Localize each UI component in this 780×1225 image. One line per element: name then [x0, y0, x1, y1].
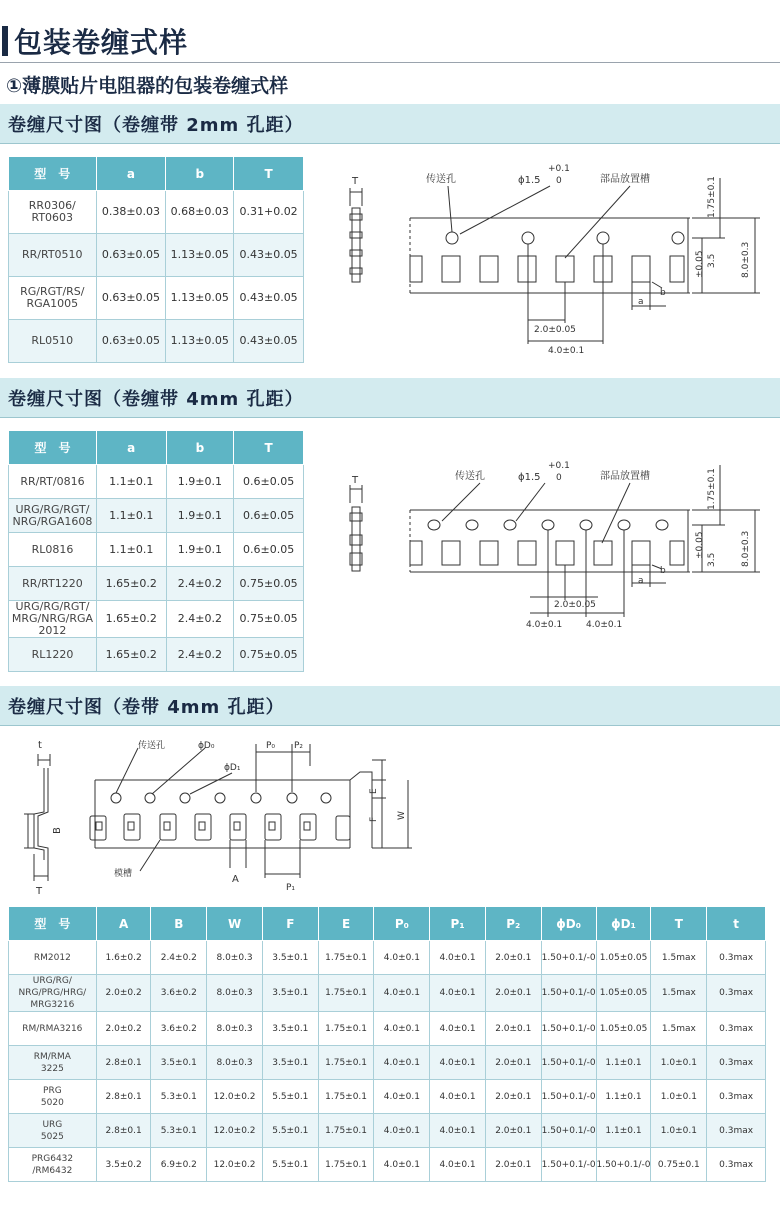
table-header-cell: T [234, 157, 304, 191]
value-cell: 0.75±0.1 [651, 1148, 707, 1182]
table-header-cell: 型 号 [9, 907, 97, 941]
value-cell: 0.43±0.05 [234, 277, 304, 320]
title-bar-accent [2, 26, 8, 56]
value-cell: 3.5±0.1 [262, 941, 318, 975]
value-cell: 12.0±0.2 [207, 1114, 263, 1148]
value-cell: 4.0±0.1 [374, 1012, 430, 1046]
d1-slot-label: 部品放置槽 [600, 174, 650, 185]
table-header-cell: B [151, 907, 207, 941]
value-cell: 0.43±0.05 [234, 234, 304, 277]
d2-dim-175: 1.75±0.1 [707, 468, 717, 510]
value-cell: 4.0±0.1 [374, 1046, 430, 1080]
value-cell: 0.6±0.05 [234, 533, 304, 567]
value-cell: 1.1±0.1 [596, 1046, 651, 1080]
value-cell: 3.6±0.2 [151, 1012, 207, 1046]
model-cell: RR/RT1220 [9, 567, 97, 601]
table-row [9, 1148, 766, 1182]
d1-pitch-4: 4.0±0.1 [548, 346, 585, 356]
page-title [0, 22, 188, 60]
table-row [9, 1080, 766, 1114]
table-row [9, 601, 304, 638]
value-cell: 12.0±0.2 [207, 1148, 263, 1182]
diagram-4mm-pitch [330, 455, 780, 635]
d3-F-label: F [369, 816, 379, 822]
table-header-cell: P₁ [430, 907, 486, 941]
value-cell: 0.75±0.05 [234, 638, 304, 672]
diagram-2mm-pitch [330, 158, 780, 368]
value-cell: 2.4±0.2 [166, 601, 234, 638]
value-cell: 1.05±0.05 [596, 1012, 651, 1046]
value-cell: 4.0±0.1 [430, 975, 486, 1012]
value-cell: 1.13±0.05 [166, 277, 234, 320]
value-cell: 1.5max [651, 1012, 707, 1046]
value-cell: 0.68±0.03 [166, 191, 234, 234]
value-cell: 1.0±0.1 [651, 1080, 707, 1114]
value-cell: 2.0±0.1 [485, 1046, 541, 1080]
value-cell: 1.75±0.1 [318, 1148, 374, 1182]
d1-pitch-2: 2.0±0.05 [534, 325, 576, 335]
value-cell: 1.9±0.1 [166, 533, 234, 567]
value-cell: 1.65±0.2 [96, 638, 166, 672]
d3-hole-label: 传送孔 [138, 741, 166, 751]
d3-P2-label: P₂ [294, 741, 304, 751]
d3-D1-label: ϕD₁ [224, 763, 241, 773]
value-cell: 1.5max [651, 975, 707, 1012]
table-header-cell: a [96, 431, 166, 465]
table-header-cell: A [96, 907, 151, 941]
d1-dim-175: 1.75±0.1 [707, 176, 717, 218]
table-header-cell: P₂ [485, 907, 541, 941]
table-row [9, 1114, 766, 1148]
d2-slot-label: 部品放置槽 [600, 471, 650, 482]
value-cell: 0.6±0.05 [234, 499, 304, 533]
table-4mm-pitch [8, 430, 304, 672]
d1-hole-label: 传送孔 [426, 174, 456, 185]
value-cell: 3.5±0.2 [96, 1148, 151, 1182]
model-cell: RR/RT/0816 [9, 465, 97, 499]
value-cell: 1.1±0.1 [596, 1114, 651, 1148]
value-cell: 1.9±0.1 [166, 499, 234, 533]
value-cell: 5.3±0.1 [151, 1114, 207, 1148]
value-cell: 1.65±0.2 [96, 567, 166, 601]
value-cell: 0.3max [707, 941, 766, 975]
value-cell: 1.50+0.1/-0 [541, 1012, 596, 1046]
value-cell: 1.0±0.1 [651, 1114, 707, 1148]
value-cell: 1.13±0.05 [166, 234, 234, 277]
value-cell: 2.0±0.2 [96, 1012, 151, 1046]
value-cell: 0.75±0.05 [234, 567, 304, 601]
d3-D0-label: ϕD₀ [198, 741, 215, 751]
d2-phi-label: ϕ1.5 [518, 472, 541, 483]
d2-dim-35a: ±0.05 [695, 531, 705, 559]
table-row [9, 191, 304, 234]
table-row [9, 941, 766, 975]
value-cell: 1.75±0.1 [318, 975, 374, 1012]
table-header-cell: ϕD₀ [541, 907, 596, 941]
d2-pitch-4b: 4.0±0.1 [586, 620, 623, 630]
value-cell: 1.50+0.1/-0 [541, 941, 596, 975]
value-cell: 2.0±0.2 [96, 975, 151, 1012]
value-cell: 1.05±0.05 [596, 975, 651, 1012]
table-header-cell: W [207, 907, 263, 941]
d1-tol-plus: +0.1 [548, 164, 570, 174]
value-cell: 3.6±0.2 [151, 975, 207, 1012]
d3-slot-label: 模槽 [114, 869, 133, 879]
value-cell: 0.63±0.05 [96, 320, 166, 363]
value-cell: 5.5±0.1 [262, 1080, 318, 1114]
value-cell: 8.0±0.3 [207, 1046, 263, 1080]
d2-b-label: b [660, 566, 666, 576]
value-cell: 4.0±0.1 [374, 941, 430, 975]
table-row [9, 533, 304, 567]
table-header-cell: T [234, 431, 304, 465]
model-cell: RR0306/ RT0603 [9, 191, 97, 234]
value-cell: 0.3max [707, 975, 766, 1012]
model-cell: PRG 5020 [9, 1080, 97, 1114]
d2-tol-plus: +0.1 [548, 461, 570, 471]
value-cell: 1.50+0.1/-0 [541, 1148, 596, 1182]
value-cell: 1.75±0.1 [318, 1080, 374, 1114]
value-cell: 1.65±0.2 [96, 601, 166, 638]
d2-dim-80: 8.0±0.3 [741, 530, 751, 567]
d2-tol-zero: 0 [556, 473, 562, 483]
value-cell: 1.75±0.1 [318, 1114, 374, 1148]
table-header-cell: a [96, 157, 166, 191]
table-header-cell: 型 号 [9, 157, 97, 191]
diagram-emboss-tape [0, 736, 430, 896]
value-cell: 0.75±0.05 [234, 601, 304, 638]
d2-a-label: a [638, 576, 644, 586]
value-cell: 6.9±0.2 [151, 1148, 207, 1182]
subtitle: ①薄膜贴片电阻器的包装卷缠式样 [6, 75, 289, 97]
model-cell: URG/RG/RGT/ NRG/RGA1608 [9, 499, 97, 533]
table-row [9, 465, 304, 499]
d1-phi-label: ϕ1.5 [518, 175, 541, 186]
model-cell: RG/RGT/RS/ RGA1005 [9, 277, 97, 320]
value-cell: 0.38±0.03 [96, 191, 166, 234]
d2-pitch-4a: 4.0±0.1 [526, 620, 563, 630]
value-cell: 0.3max [707, 1012, 766, 1046]
page-title-text: 包装卷缠式样 [14, 26, 189, 59]
d3-P1-label: P₁ [286, 883, 296, 893]
table-header-cell: b [166, 431, 234, 465]
table-row [9, 638, 304, 672]
value-cell: 2.4±0.2 [166, 567, 234, 601]
table-header-cell: b [166, 157, 234, 191]
d2-dim-35b: 3.5 [707, 552, 717, 567]
value-cell: 4.0±0.1 [430, 1114, 486, 1148]
value-cell: 0.3max [707, 1080, 766, 1114]
value-cell: 1.75±0.1 [318, 941, 374, 975]
table-row [9, 234, 304, 277]
value-cell: 4.0±0.1 [374, 1080, 430, 1114]
value-cell: 1.6±0.2 [96, 941, 151, 975]
value-cell: 1.50+0.1/-0 [541, 1046, 596, 1080]
table-2mm-pitch [8, 156, 304, 363]
value-cell: 0.3max [707, 1114, 766, 1148]
value-cell: 2.0±0.1 [485, 1012, 541, 1046]
value-cell: 2.4±0.2 [151, 941, 207, 975]
d3-T-label: T [36, 886, 43, 896]
value-cell: 1.50+0.1/-0 [541, 1080, 596, 1114]
model-cell: RM2012 [9, 941, 97, 975]
d3-t-label: t [38, 740, 42, 751]
value-cell: 5.5±0.1 [262, 1148, 318, 1182]
value-cell: 1.1±0.1 [96, 465, 166, 499]
value-cell: 0.43±0.05 [234, 320, 304, 363]
d3-W-label: W [397, 811, 407, 820]
value-cell: 2.0±0.1 [485, 1148, 541, 1182]
d3-B-label: B [52, 827, 63, 834]
value-cell: 0.6±0.05 [234, 465, 304, 499]
model-cell: RM/RMA 3225 [9, 1046, 97, 1080]
model-cell: PRG6432 /RM6432 [9, 1148, 97, 1182]
value-cell: 1.9±0.1 [166, 465, 234, 499]
value-cell: 1.50+0.1/-0 [541, 975, 596, 1012]
model-cell: RL1220 [9, 638, 97, 672]
value-cell: 0.63±0.05 [96, 234, 166, 277]
value-cell: 5.5±0.1 [262, 1114, 318, 1148]
value-cell: 2.8±0.1 [96, 1114, 151, 1148]
value-cell: 0.3max [707, 1148, 766, 1182]
value-cell: 8.0±0.3 [207, 975, 263, 1012]
value-cell: 0.31+0.02 [234, 191, 304, 234]
model-cell: RR/RT0510 [9, 234, 97, 277]
d2-T-label: T [352, 475, 359, 486]
value-cell: 2.4±0.2 [166, 638, 234, 672]
value-cell: 12.0±0.2 [207, 1080, 263, 1114]
model-cell: URG/RG/RGT/ MRG/NRG/RGA 2012 [9, 601, 97, 638]
value-cell: 2.0±0.1 [485, 975, 541, 1012]
section-header-2mm: 卷缠尺寸图（卷缠带 2mm 孔距） [0, 104, 780, 144]
table-row [9, 567, 304, 601]
value-cell: 3.5±0.1 [262, 1012, 318, 1046]
d1-tol-zero: 0 [556, 176, 562, 186]
d2-hole-label: 传送孔 [455, 471, 485, 482]
value-cell: 1.1±0.1 [596, 1080, 651, 1114]
value-cell: 0.3max [707, 1046, 766, 1080]
value-cell: 2.8±0.1 [96, 1080, 151, 1114]
d1-a-label: a [638, 297, 644, 307]
value-cell: 4.0±0.1 [374, 975, 430, 1012]
value-cell: 0.63±0.05 [96, 277, 166, 320]
model-cell: URG/RG/ NRG/PRG/HRG/ MRG3216 [9, 975, 97, 1012]
table-row [9, 277, 304, 320]
value-cell: 4.0±0.1 [430, 1080, 486, 1114]
value-cell: 1.05±0.05 [596, 941, 651, 975]
value-cell: 8.0±0.3 [207, 941, 263, 975]
table-header-cell: t [707, 907, 766, 941]
value-cell: 1.0±0.1 [651, 1046, 707, 1080]
table-header-cell: ϕD₁ [596, 907, 651, 941]
value-cell: 1.75±0.1 [318, 1046, 374, 1080]
value-cell: 1.1±0.1 [96, 533, 166, 567]
table-header-cell: T [651, 907, 707, 941]
d1-T-label: T [352, 176, 359, 187]
value-cell: 1.5max [651, 941, 707, 975]
model-cell: RL0816 [9, 533, 97, 567]
model-cell: RL0510 [9, 320, 97, 363]
section-header-emboss-4mm: 卷缠尺寸图（卷带 4mm 孔距） [0, 686, 780, 726]
value-cell: 4.0±0.1 [430, 1012, 486, 1046]
d3-P0-label: P₀ [266, 741, 276, 751]
value-cell: 2.0±0.1 [485, 1080, 541, 1114]
value-cell: 1.50+0.1/-0 [541, 1114, 596, 1148]
value-cell: 4.0±0.1 [430, 1148, 486, 1182]
model-cell: URG 5025 [9, 1114, 97, 1148]
value-cell: 1.1±0.1 [96, 499, 166, 533]
value-cell: 5.3±0.1 [151, 1080, 207, 1114]
section-header-4mm: 卷缠尺寸图（卷缠带 4mm 孔距） [0, 378, 780, 418]
table-row [9, 1012, 766, 1046]
table-row [9, 1046, 766, 1080]
table-header-cell: F [262, 907, 318, 941]
value-cell: 4.0±0.1 [430, 1046, 486, 1080]
value-cell: 3.5±0.1 [151, 1046, 207, 1080]
table-row [9, 975, 766, 1012]
value-cell: 2.0±0.1 [485, 941, 541, 975]
value-cell: 1.50+0.1/-0 [596, 1148, 651, 1182]
table-header-cell: E [318, 907, 374, 941]
table-row [9, 499, 304, 533]
value-cell: 4.0±0.1 [374, 1148, 430, 1182]
value-cell: 1.13±0.05 [166, 320, 234, 363]
table-emboss-tape [8, 906, 766, 1182]
value-cell: 1.75±0.1 [318, 1012, 374, 1046]
value-cell: 2.0±0.1 [485, 1114, 541, 1148]
value-cell: 4.0±0.1 [374, 1114, 430, 1148]
table-row [9, 320, 304, 363]
d3-E-label: E [369, 788, 379, 794]
d1-dim-80: 8.0±0.3 [741, 241, 751, 278]
value-cell: 8.0±0.3 [207, 1012, 263, 1046]
model-cell: RM/RMA3216 [9, 1012, 97, 1046]
d1-dim-35a: ±0.05 [695, 250, 705, 278]
value-cell: 3.5±0.1 [262, 975, 318, 1012]
value-cell: 3.5±0.1 [262, 1046, 318, 1080]
d3-A-label: A [232, 874, 239, 885]
d1-dim-35b: 3.5 [707, 253, 717, 268]
d1-b-label: b [660, 288, 666, 298]
value-cell: 2.8±0.1 [96, 1046, 151, 1080]
table-header-cell: 型 号 [9, 431, 97, 465]
table-header-cell: P₀ [374, 907, 430, 941]
d2-pitch-2: 2.0±0.05 [554, 600, 596, 610]
value-cell: 4.0±0.1 [430, 941, 486, 975]
title-divider [0, 62, 780, 63]
